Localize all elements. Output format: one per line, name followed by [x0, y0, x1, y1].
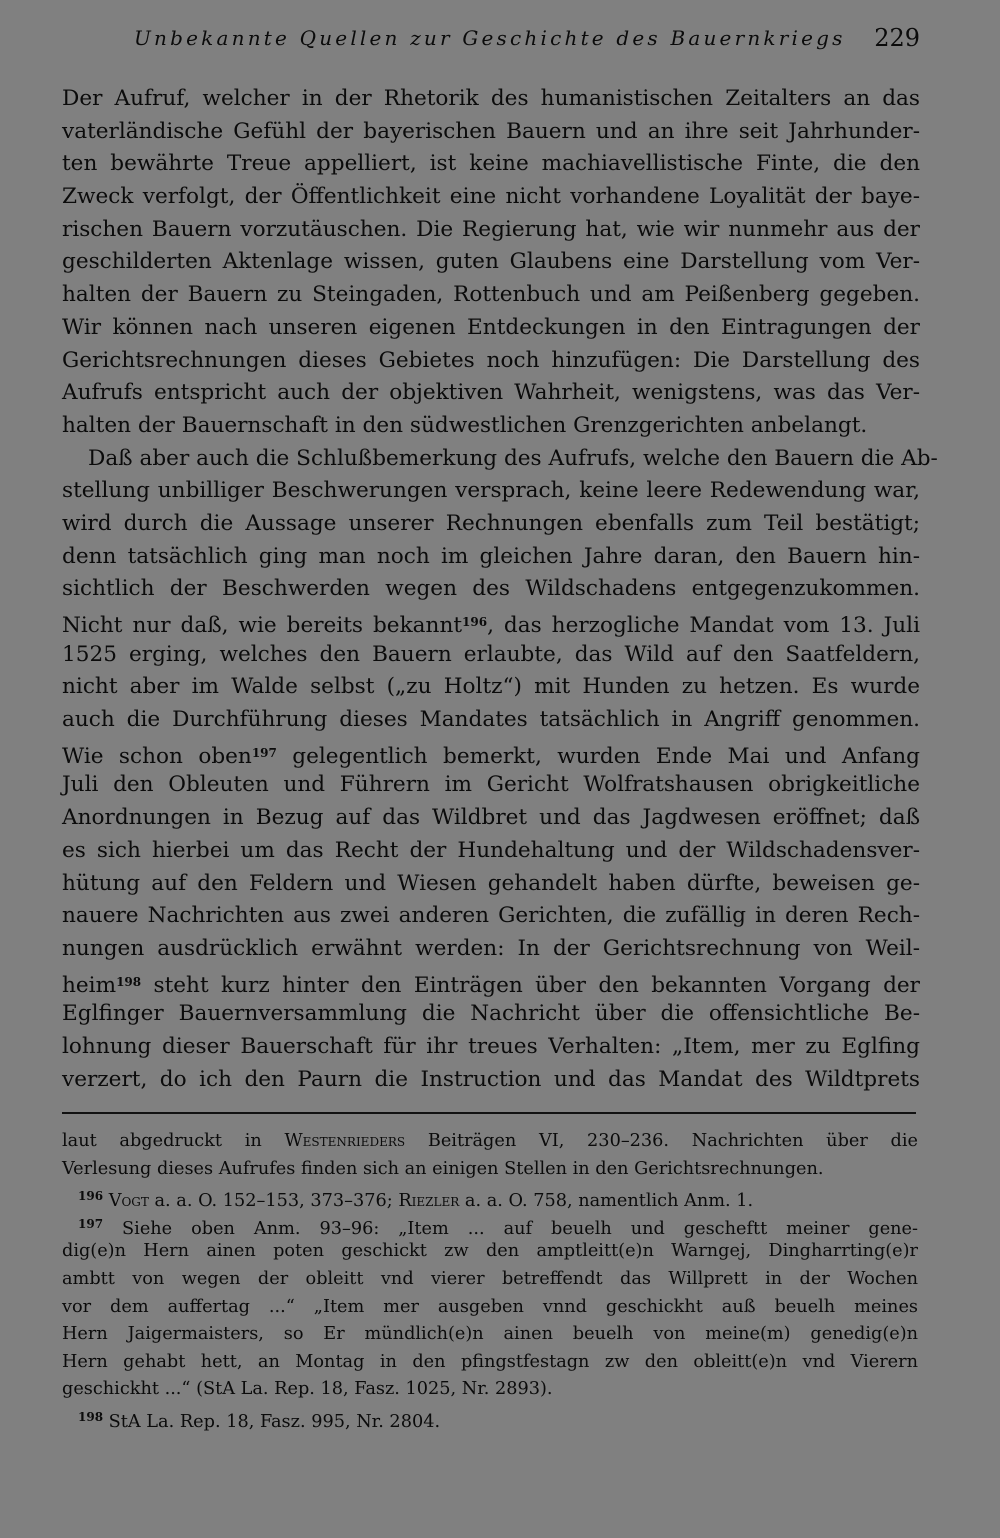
text-line: stellung unbilliger Beschwerungen versprach, keine leere Redewendung war,	[62, 478, 920, 504]
paragraph-1	[62, 83, 920, 443]
text-segment: Siehe oben Anm. 93–96: „Item ... auf beuelh und gescheftt meiner gene-	[103, 1218, 918, 1239]
text-line: nauere Nachrichten aus zwei anderen Gerichten, die zufällig in deren Rech-	[62, 903, 920, 929]
text-segment: , das herzogliche Mandat vom 13. Juli	[487, 613, 920, 638]
footnote-197	[62, 1211, 918, 1404]
text-segment: a. a. O. 152–153, 373–376;	[148, 1191, 399, 1212]
author-name: Westenrieders	[284, 1131, 406, 1151]
text-line: Gerichtsrechnungen dieses Gebietes noch hinzufügen: Die Darstellung des	[62, 347, 920, 373]
text-line: Aufrufs entspricht auch der objektiven Wahrheit, wenigstens, was das Ver-	[62, 380, 920, 406]
main-text	[62, 83, 938, 1096]
text-segment: laut abgedruckt in	[62, 1131, 285, 1151]
text-line: sichtlich der Beschwerden wegen des Wildschadens entgegenzukommen.	[62, 576, 920, 602]
text-line: Daß aber auch die Schlußbemerkung des Aufrufs, welche den Bauern die Ab-	[88, 445, 938, 471]
text-line: rischen Bauern vorzutäuschen. Die Regierung hat, wie wir nunmehr aus der	[62, 216, 920, 242]
text-line: Eglfinger Bauernversammlung die Nachricht über die offensichtliche Be-	[62, 1001, 920, 1027]
text-line	[62, 606, 920, 639]
footnote-number: 197	[78, 1216, 104, 1231]
footnote-line: ambtt von wegen der obleitt vnd vierer betreffendt das Willprett in der Wochen	[62, 1268, 918, 1289]
text-line: Juli den Obleuten und Führern im Gericht Wolfratshausen obrigkeitliche	[62, 772, 920, 798]
text-segment: gelegentlich bemerkt, wurden Ende Mai und Anfang	[276, 743, 920, 769]
footnotes	[62, 1128, 918, 1432]
footnote-ref-197: 197	[251, 745, 277, 760]
footnote-number: 196	[78, 1189, 104, 1204]
text-segment: StA La. Rep. 18, Fasz. 995, Nr. 2804.	[103, 1411, 441, 1432]
text-line: Zweck verfolgt, der Öffentlichkeit eine nicht vorhandene Loyalität der baye-	[62, 184, 920, 210]
text-line: hütung auf den Feldern und Wiesen gehandelt haben dürfte, beweisen ge-	[62, 870, 920, 896]
text-line: halten der Bauern zu Steingaden, Rottenbuch und am Peißenberg gegeben.	[62, 282, 920, 308]
footnote-ref-196: 196	[462, 615, 488, 629]
running-title: Unbekannte Quellen zur Geschichte des Bauernkriegs	[134, 26, 846, 50]
text-segment: steht kurz hinter den Einträgen über den bekannten Vorgang der	[141, 972, 920, 998]
text-line: nungen ausdrücklich erwähnt werden: In der Gerichtsrechnung von Weil-	[62, 935, 920, 961]
footnote-line: dig(e)n Hern ainen poten geschickt zw den amptleitt(e)n Warngej, Dingharrting(e)r	[62, 1241, 918, 1262]
running-header	[62, 22, 920, 58]
footnote-ref-198: 198	[116, 974, 142, 989]
footnote-divider	[62, 1112, 916, 1114]
text-segment: Nicht nur daß, wie bereits bekannt	[62, 613, 463, 638]
text-line: verzert, do ich den Paurn die Instruction und das Mandat des Wildtprets	[62, 1066, 920, 1092]
text-line: denn tatsächlich ging man noch im gleichen Jahre daran, den Bauern hin-	[62, 543, 920, 569]
text-line: Anordnungen in Bezug auf das Wildbret und das Jagdwesen eröffnet; daß	[62, 805, 920, 831]
text-segment: Beiträgen VI, 230–236. Nachrichten über die	[405, 1131, 918, 1151]
author-name: Vogt	[108, 1191, 149, 1212]
text-line: vaterländische Gefühl der bayerischen Bauern und an ihre seit Jahrhunder-	[62, 118, 920, 144]
page-number: 229	[874, 24, 920, 52]
footnote-line: vor dem auffertag ...“ „Item mer ausgeben vnnd geschickht auß beuelh meines	[62, 1296, 918, 1317]
text-line: geschilderten Aktenlage wissen, guten Glaubens eine Darstellung vom Ver-	[62, 249, 920, 275]
text-line: lohnung dieser Bauerschaft für ihr treues Verhalten: „Item, mer zu Eglfing	[62, 1033, 920, 1059]
text-line	[62, 966, 920, 999]
footnote-line: Hern gehabt hett, an Montag in den pfingstfestagn zw den obleitt(e)n vnd Vierern	[62, 1351, 918, 1372]
author-name: Riezler	[398, 1191, 460, 1212]
footnote-continuation-line	[62, 1128, 918, 1156]
footnote-number: 198	[78, 1409, 104, 1424]
footnote-line: geschickht ...“ (StA La. Rep. 18, Fasz. 1025, Nr. 2893).	[62, 1379, 553, 1400]
footnote-198	[62, 1404, 918, 1432]
text-line: ten bewährte Treue appelliert, ist keine machiavellistische Finte, die den	[62, 151, 920, 177]
text-segment: a. a. O. 758, namentlich Anm. 1.	[459, 1191, 754, 1212]
text-line: Der Aufruf, welcher in der Rhetorik des humanistischen Zeitalters an das	[62, 86, 920, 111]
text-line: nicht aber im Walde selbst („zu Holtz“) mit Hunden zu hetzen. Es wurde	[62, 674, 920, 700]
text-segment: Wie schon oben	[62, 743, 252, 769]
footnote-line	[62, 1211, 918, 1239]
footnote-196	[62, 1183, 918, 1211]
text-line: 1525 erging, welches den Bauern erlaubte, das Wild auf den Saatfeldern,	[62, 641, 920, 667]
paragraph-2	[62, 443, 938, 1097]
footnote-continuation-line: Verlesung dieses Aufrufes finden sich an einigen Stellen in den Gerichtsrechnungen.	[62, 1158, 824, 1179]
footnote-line: Hern Jaigermaisters, so Er mündlich(e)n ainen beuelh von meine(m) genedig(e)n	[62, 1324, 918, 1345]
text-line	[62, 737, 920, 770]
text-line: es sich hierbei um das Recht der Hundehaltung und der Wildschadensver-	[62, 837, 920, 863]
text-line: wird durch die Aussage unserer Rechnungen ebenfalls zum Teil bestätigt;	[62, 510, 920, 536]
text-line: auch die Durchführung dieses Mandates tatsächlich in Angriff genommen.	[62, 707, 920, 733]
text-line: Wir können nach unseren eigenen Entdeckungen in den Eintragungen der	[62, 314, 920, 340]
text-line: halten der Bauernschaft in den südwestlichen Grenzgerichten anbelangt.	[62, 412, 868, 438]
text-segment: heim	[62, 972, 117, 998]
